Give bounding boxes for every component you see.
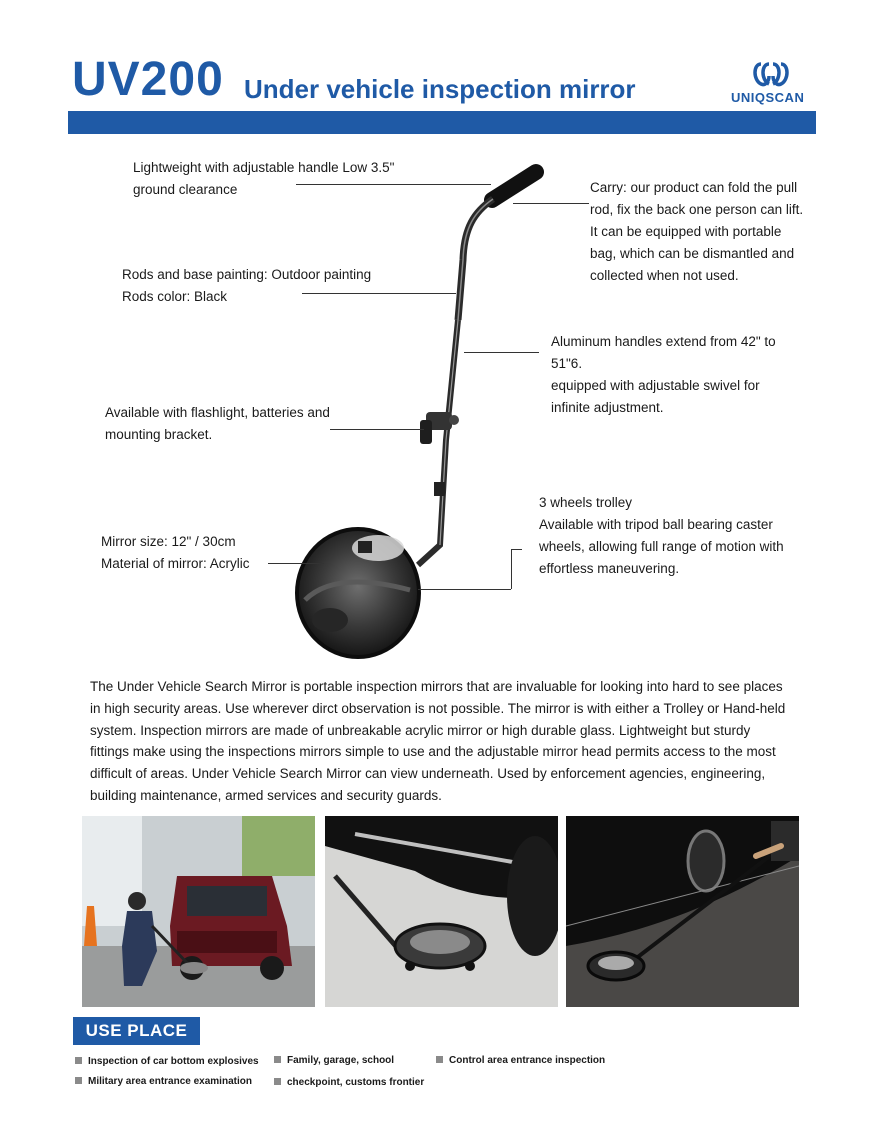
leader-line-aluminum — [464, 352, 539, 353]
use-place-item: Inspection of car bottom explosives — [75, 1056, 259, 1067]
callout-wheels: 3 wheels trolley Available with tripod ball bearing caster wheels, allowing full range of motion with effortless maneuvering. — [539, 495, 784, 576]
leader-line-wheels-v — [511, 549, 512, 589]
photo-officer-inspecting-car — [82, 816, 315, 1007]
callout-carry: Carry: our product can fold the pull rod, fix the back one person can lift. It can be equipped with portable bag, which can be dismantled and collected when not used. — [590, 180, 804, 283]
use-place-item: Military area entrance examination — [75, 1076, 252, 1087]
use-place-item: checkpoint, customs frontier — [274, 1077, 424, 1088]
bullet-square-icon — [75, 1057, 82, 1064]
product-model: UV200 — [72, 53, 224, 106]
photo-mirror-under-car — [325, 816, 558, 1007]
leader-line-wheels-tick — [511, 549, 522, 550]
product-description: The Under Vehicle Search Mirror is portable inspection mirrors that are invaluable for looking into hard to see places in high security areas. Use wherever dirct observation is not possible. The mirror is with either a Trolley or Hand-held system. Inspection mirrors are made of unbreakable acrylic mirror or high durable glass. Lightweight but sturdy fittings make using the inspections mirrors simple to use and the adjustable mirror head permits access to the most difficult of areas. Under Vehicle Search Mirror can view underneath. Used by enforcement agencies, engineering, building maintenance, armed services and security guards. — [90, 679, 786, 803]
bullet-square-icon — [436, 1056, 443, 1063]
leader-line-wheels-h — [418, 589, 511, 590]
leader-line-mirror — [268, 563, 324, 564]
bullet-square-icon — [274, 1078, 281, 1085]
product-subtitle: Under vehicle inspection mirror — [244, 74, 636, 104]
bullet-square-icon — [75, 1077, 82, 1084]
callout-aluminum: Aluminum handles extend from 42" to 51"6. equipped with adjustable swivel for infinite adjustment. — [551, 334, 776, 415]
callout-handle: Lightweight with adjustable handle Low 3.5" ground clearance — [133, 160, 395, 197]
use-place-heading: USE PLACE — [73, 1017, 200, 1045]
callout-mirror: Mirror size: 12" / 30cm Material of mirror: Acrylic — [101, 534, 250, 571]
bullet-square-icon — [274, 1056, 281, 1063]
header-bar — [68, 111, 816, 134]
photo-mirror-on-pavement — [566, 816, 799, 1007]
leader-line-flashlight — [330, 429, 424, 430]
use-place-item: Family, garage, school — [274, 1055, 394, 1066]
callout-rods: Rods and base painting: Outdoor painting Rods color: Black — [122, 267, 372, 304]
use-place-item: Control area entrance inspection — [436, 1055, 605, 1066]
callout-flashlight: Available with flashlight, batteries and mounting bracket. — [105, 405, 330, 442]
leader-line-carry — [513, 203, 589, 204]
brand-name: UNIQSCAN — [731, 90, 805, 105]
